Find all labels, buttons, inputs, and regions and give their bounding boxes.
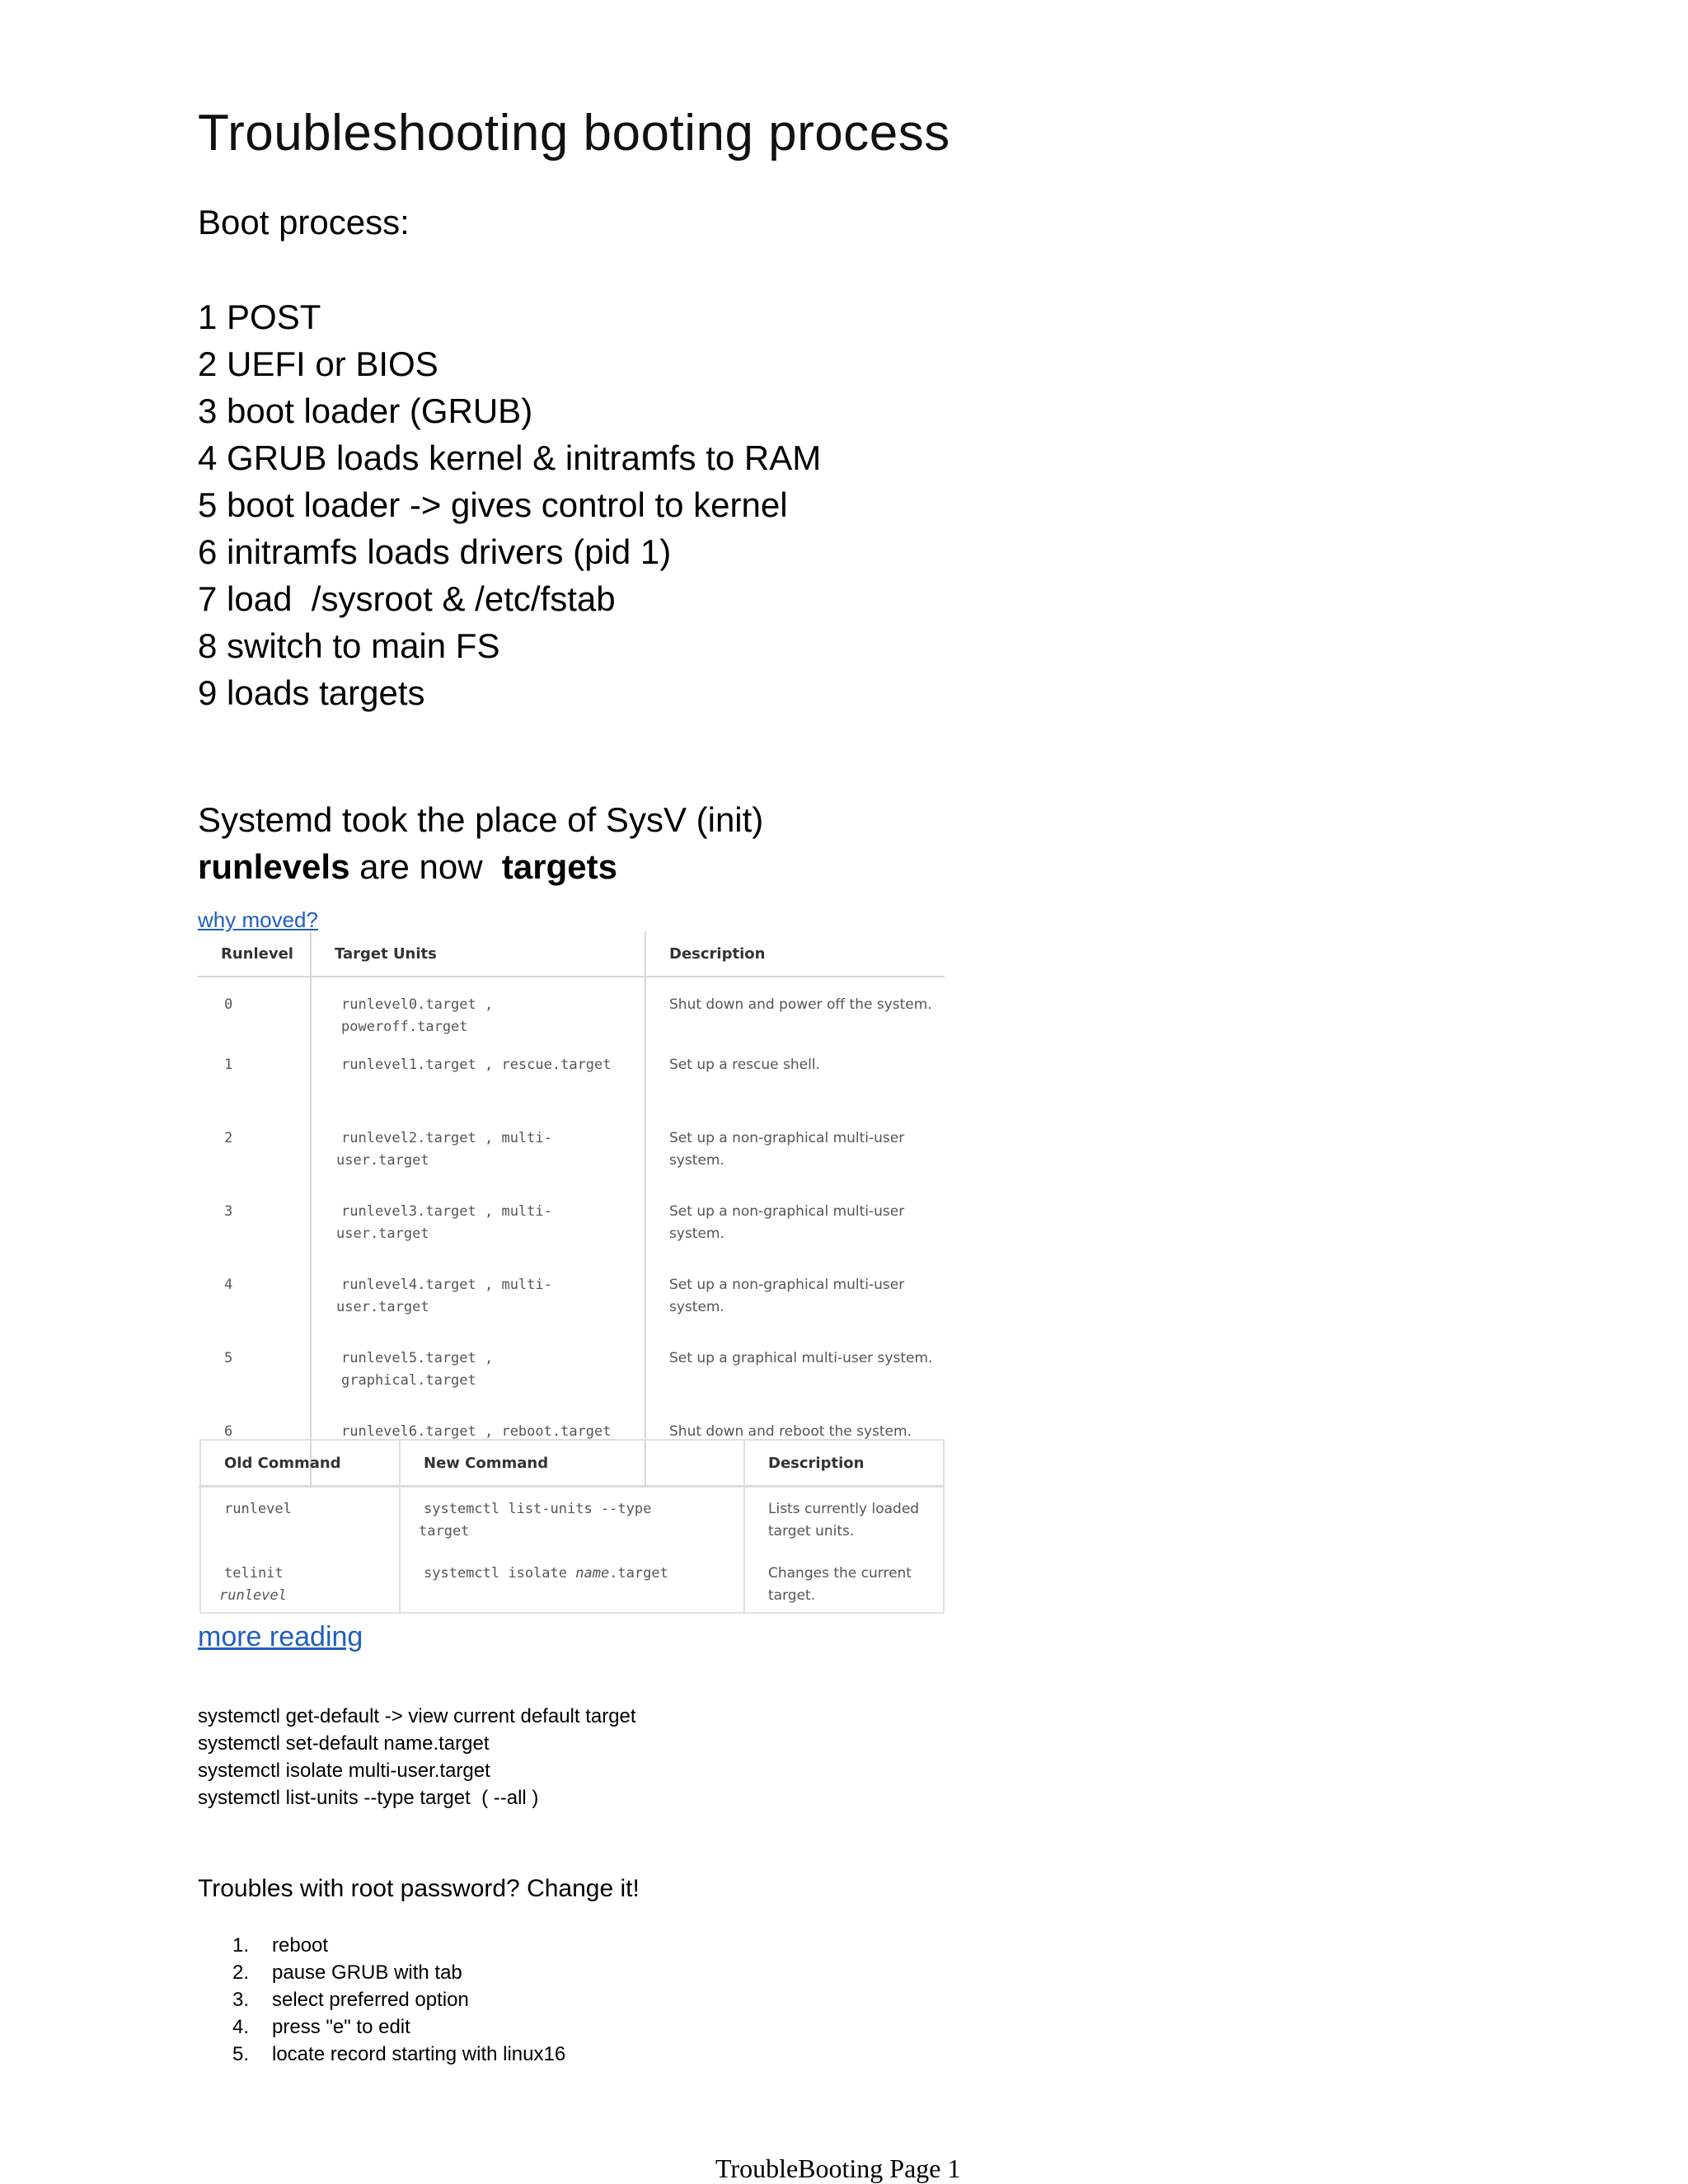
boot-step: 6 initramfs loads drivers (pid 1)	[198, 532, 672, 571]
runlevel-cell: 4	[198, 1266, 311, 1339]
boot-step: 4 GRUB loads kernel & initramfs to RAM	[198, 438, 822, 477]
description-cell: Set up a non-graphical multi-user system.	[669, 1277, 905, 1315]
new-command-cell	[400, 1486, 744, 1553]
targets-bold: targets	[501, 847, 617, 886]
units-line: runlevel3.target , multi-	[341, 1203, 552, 1220]
boot-step: 7 load /sysroot & /etc/fstab	[198, 579, 616, 618]
new-command-line: target	[419, 1523, 470, 1540]
units-line: user.target	[336, 1152, 429, 1169]
table-row	[198, 1119, 945, 1193]
list-number: 2.	[232, 1961, 250, 1984]
runlevels-targets-line	[198, 843, 763, 890]
runlevel-cell: 1	[198, 1046, 311, 1119]
boot-step: 9 loads targets	[198, 673, 425, 712]
target-units-cell	[311, 1266, 645, 1339]
target-units-cell	[311, 1339, 645, 1413]
runlevel-cell: 3	[198, 1193, 311, 1266]
list-text: locate record starting with linux16	[272, 2043, 566, 2065]
description-cell: Set up a non-graphical multi-user system.	[669, 1130, 905, 1169]
old-command-line: runlevel	[224, 1501, 292, 1517]
units-line: runlevel6.target , reboot.target	[341, 1423, 612, 1440]
new-command-prefix: systemctl isolate	[424, 1565, 576, 1582]
table-row	[198, 1339, 945, 1413]
list-text: select preferred option	[272, 1989, 469, 2011]
new-command-italic: name	[575, 1565, 610, 1582]
list-number: 4.	[232, 2016, 250, 2038]
list-number: 1.	[232, 1934, 250, 1957]
old-command-cell	[200, 1553, 400, 1613]
runlevel-table-header	[198, 931, 945, 977]
boot-step: 2 UEFI or BIOS	[198, 344, 438, 383]
runlevel-cell: 2	[198, 1119, 311, 1193]
boot-process-heading: Boot process:	[198, 203, 410, 241]
new-command-suffix: .target	[609, 1565, 668, 1582]
boot-steps-list	[198, 293, 821, 716]
page-footer: TroubleBooting Page 1	[715, 2154, 961, 2183]
command-line: systemctl isolate multi-user.target	[198, 1760, 490, 1782]
runlevel-cell: 6	[198, 1413, 311, 1487]
page-title: Troubleshooting booting process	[198, 105, 950, 162]
systemd-line: Systemd took the place of SysV (init)	[198, 800, 764, 839]
are-now-text: are now	[349, 847, 502, 886]
target-units-cell	[311, 1193, 645, 1266]
units-line: runlevel4.target , multi-	[341, 1277, 552, 1293]
runlevel-table	[198, 931, 945, 1488]
table-row	[198, 1266, 945, 1339]
command-table-header	[200, 1440, 944, 1486]
cmd-description-cell	[744, 1486, 944, 1553]
units-line: user.target	[336, 1226, 429, 1242]
target-units-cell	[311, 977, 645, 1046]
more-reading-link[interactable]: more reading	[198, 1621, 363, 1652]
header-description: Description	[645, 931, 945, 977]
runlevels-bold: runlevels	[198, 847, 350, 886]
units-line: runlevel5.target ,	[341, 1350, 494, 1366]
boot-step: 1 POST	[198, 298, 321, 336]
table-row	[198, 1193, 945, 1266]
description-cell: Set up a graphical multi-user system.	[669, 1350, 933, 1366]
cmd-description-line: Lists currently loaded	[768, 1501, 920, 1517]
units-line: user.target	[336, 1299, 429, 1315]
list-text: pause GRUB with tab	[272, 1961, 462, 1984]
cmd-description-cell: Changes the current target.	[744, 1553, 944, 1613]
units-line: poweroff.target	[341, 1019, 468, 1035]
systemd-section	[198, 796, 763, 890]
table-row	[200, 1553, 944, 1613]
why-moved-container	[198, 905, 318, 935]
new-command-line: systemctl list-units --type	[424, 1501, 652, 1517]
units-line: runlevel2.target , multi-	[341, 1130, 552, 1146]
table-row	[198, 977, 945, 1046]
old-command-italic: runlevel	[219, 1587, 287, 1604]
header-target-units: Target Units	[311, 931, 645, 977]
boot-step: 3 boot loader (GRUB)	[198, 391, 533, 430]
list-number: 3.	[232, 1989, 250, 2011]
description-cell: Shut down and reboot the system.	[669, 1423, 912, 1440]
table-row	[198, 1046, 945, 1119]
description-cell: Set up a non-graphical multi-user system.	[669, 1203, 905, 1242]
more-reading-container	[198, 1617, 363, 1657]
new-command-cell	[400, 1553, 744, 1613]
why-moved-link[interactable]: why moved?	[198, 907, 318, 932]
header-cmd-description: Description	[744, 1440, 944, 1486]
description-cell: Shut down and power off the system.	[669, 996, 932, 1013]
systemctl-commands	[198, 1703, 636, 1811]
header-old-command: Old Command	[200, 1440, 400, 1486]
old-command-line: telinit	[224, 1565, 284, 1582]
runlevel-cell: 0	[198, 977, 311, 1046]
command-line: systemctl get-default -> view current default target	[198, 1705, 636, 1727]
command-line: systemctl set-default name.target	[198, 1732, 490, 1755]
table-row	[200, 1486, 944, 1553]
cmd-description-line: target units.	[768, 1523, 855, 1540]
header-runlevel: Runlevel	[198, 931, 311, 977]
units-line: runlevel0.target ,	[341, 996, 494, 1013]
old-command-cell	[200, 1486, 400, 1553]
target-units-cell	[311, 1046, 645, 1119]
header-new-command: New Command	[400, 1440, 744, 1486]
boot-step: 8 switch to main FS	[198, 626, 500, 665]
command-line: systemctl list-units --type target ( --all )	[198, 1787, 539, 1809]
units-line: graphical.target	[341, 1372, 476, 1389]
list-text: press "e" to edit	[272, 2016, 410, 2038]
units-line: runlevel1.target , rescue.target	[341, 1057, 612, 1073]
description-cell: Set up a rescue shell.	[669, 1057, 820, 1073]
command-table	[199, 1439, 945, 1614]
root-password-heading: Troubles with root password? Change it!	[198, 1875, 640, 1902]
boot-step: 5 boot loader -> gives control to kernel	[198, 485, 788, 524]
runlevel-cell: 5	[198, 1339, 311, 1413]
list-text: reboot	[272, 1934, 329, 1957]
target-units-cell	[311, 1119, 645, 1193]
list-number: 5.	[232, 2043, 250, 2065]
